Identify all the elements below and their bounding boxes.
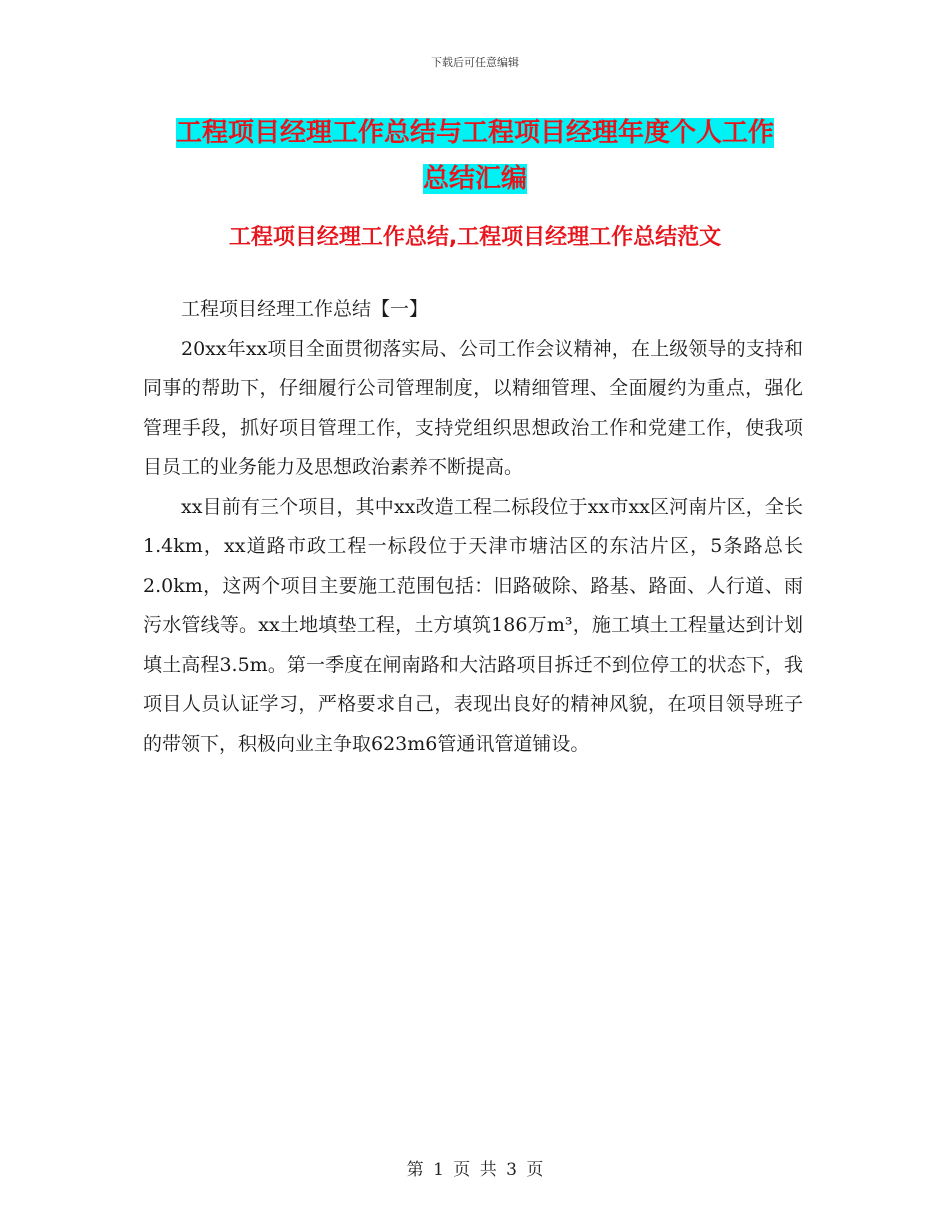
header-note: 下载后可任意编辑 bbox=[431, 56, 519, 69]
section-heading: 工程项目经理工作总结【一】 bbox=[181, 298, 429, 320]
document-body bbox=[143, 290, 803, 764]
paragraph: 20xx年xx项目全面贯彻落实局、公司工作会议精神，在上级领导的支持和同事的帮助下，仔细履行公司管理制度，以精细管理、全面履约为重点，强化管理手段，抓好项目管理工作，支持党组织思想政治工作和党建工作，使我项目员工的业务能力及思想政治素养不断提高。 bbox=[143, 337, 803, 478]
title-line-2: 总结汇编 bbox=[422, 164, 527, 194]
paragraph: xx目前有三个项目，其中xx改造工程二标段位于xx市xx区河南片区，全长1.4km，xx道路市政工程一标段位于天津市塘沽区的东沽片区，5条路总长2.0km，这两个项目主要施工范围包括：旧路破除、路基、路面、人行道、雨污水管线等。xx土地填垫工程，土方填筑186万m³，施工填土工程量达到计划填土高程3.5m。第一季度在闸南路和大沽路项目拆迁不到位停工的状态下，我项目人员认证学习，严格要求自己，表现出良好的精神风貌，在项目领导班子的带领下，积极向业主争取623m6管通讯管道铺设。 bbox=[143, 495, 803, 755]
document-title bbox=[150, 110, 800, 202]
page-footer: 第 1 页 共 3 页 bbox=[406, 1160, 544, 1180]
title-line-1: 工程项目经理工作总结与工程项目经理年度个人工作 bbox=[175, 118, 774, 148]
document-subtitle: 工程项目经理工作总结,工程项目经理工作总结范文 bbox=[228, 225, 722, 250]
